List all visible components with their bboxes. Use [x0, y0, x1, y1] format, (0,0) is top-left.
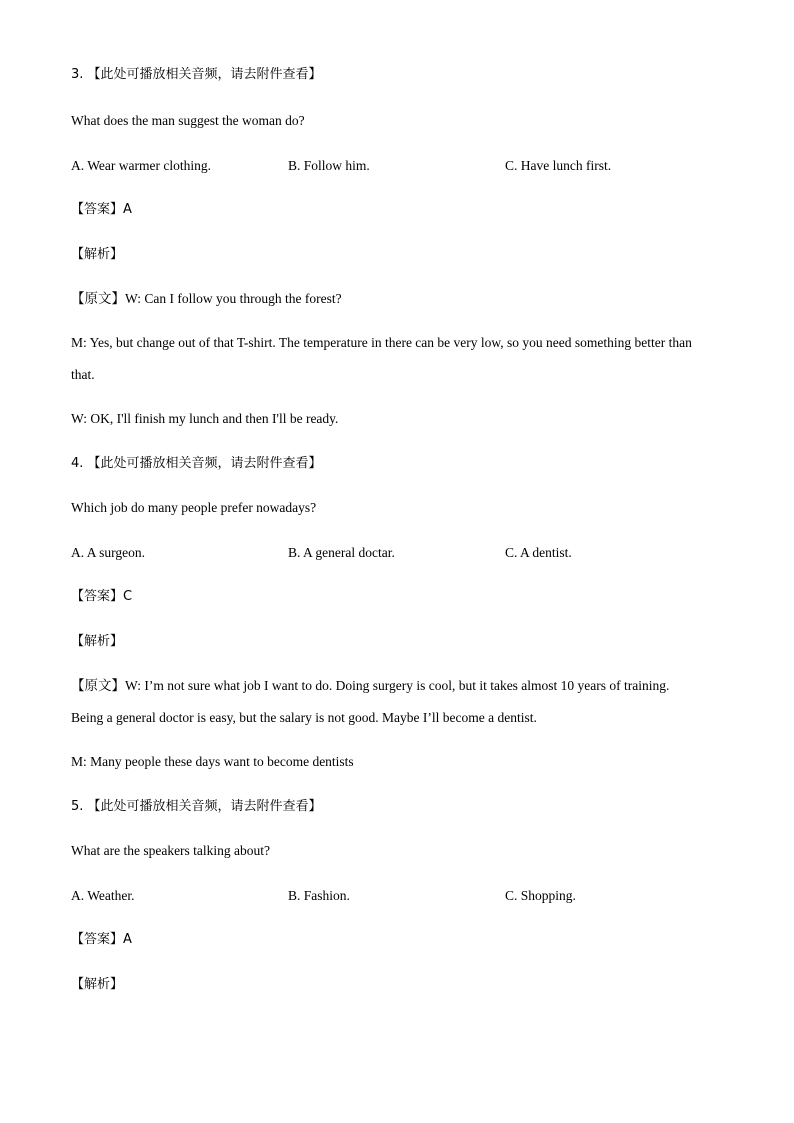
q4-option-c: C. A dentist. [505, 545, 572, 560]
q4-transcript-line: M: Many people these days want to become dentists [71, 754, 354, 769]
q4-answer: 【答案】C [71, 589, 133, 604]
q5-option-b: B. Fashion. [288, 888, 350, 903]
q3-transcript-line: M: Yes, but change out of that T-shirt. The temperature in there can be very low, so you need something better than [71, 335, 692, 350]
q3-answer: 【答案】A [71, 202, 132, 217]
q3-transcript-line: that. [71, 367, 95, 382]
q5-answer: 【答案】A [71, 932, 132, 947]
q3-option-b: B. Follow him. [288, 158, 370, 173]
q5-option-c: C. Shopping. [505, 888, 576, 903]
q3-option-a: A. Wear warmer clothing. [71, 158, 211, 173]
q3-transcript-line: W: OK, I'll finish my lunch and then I'll be ready. [71, 411, 339, 426]
q4-option-a: A. A surgeon. [71, 545, 146, 560]
q3-question: What does the man suggest the woman do? [71, 113, 305, 128]
q4-option-b: B. A general doctar. [288, 545, 395, 560]
q4-transcript-line: 【原文】W: I’m not sure what job I want to do. Doing surgery is cool, but it takes almost 10 years of training. [71, 678, 670, 693]
q5-header: 5. 【此处可播放相关音频，请去附件查看】 [71, 799, 322, 814]
q4-header: 4. 【此处可播放相关音频，请去附件查看】 [71, 456, 322, 471]
q3-analysis-label: 【解析】 [71, 247, 124, 262]
q3-transcript-line: 【原文】W: Can I follow you through the forest? [71, 291, 342, 306]
q5-question: What are the speakers talking about? [71, 843, 271, 858]
q3-option-c: C. Have lunch first. [505, 158, 612, 173]
q4-question: Which job do many people prefer nowadays? [71, 500, 317, 515]
q5-analysis-label: 【解析】 [71, 977, 124, 992]
q3-header: 3. 【此处可播放相关音频，请去附件查看】 [71, 67, 322, 82]
q4-analysis-label: 【解析】 [71, 634, 124, 649]
q5-option-a: A. Weather. [71, 888, 135, 903]
q4-transcript-line: Being a general doctor is easy, but the salary is not good. Maybe I’ll become a dentist. [71, 710, 537, 725]
